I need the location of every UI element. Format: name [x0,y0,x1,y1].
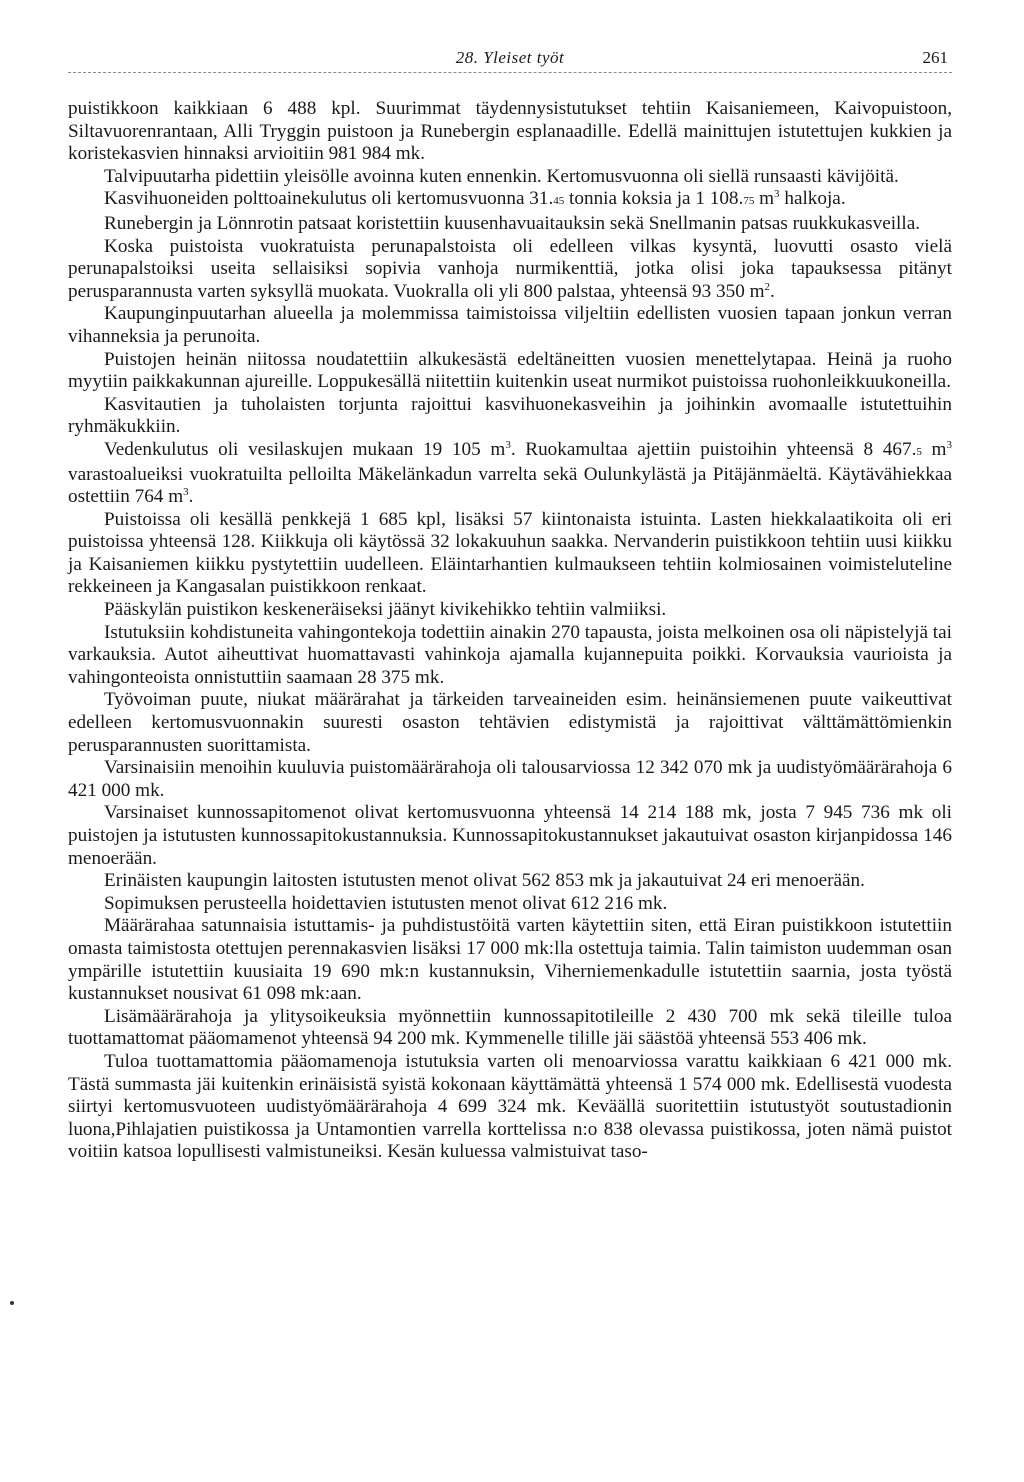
paragraph: Pääskylän puistikon keskeneräiseksi jäänyt kivikehikko tehtiin valmiiksi. [104,599,667,621]
paragraph: Erinäisten kaupungin laitosten istutusten menot olivat 562 853 mk ja jakautuivat 24 eri menoerään. [104,870,865,892]
superscript: 3 [946,438,952,451]
decimal-digits: 45 [553,195,565,208]
text-run: . Ruokamultaa ajettiin puistoihin yhteensä 8 467. [510,438,917,460]
decimal-digits: 75 [743,195,755,208]
paragraph: Puistoissa oli kesällä penkkejä 1 685 kpl, lisäksi 57 kiintonaista istuinta. Lasten hiekkalaatikoita oli eri puistoissa yhteensä 128. Kiikkuja oli käytössä 32 lokakuuhun saakka. Nervanderin puistikkoon tehtiin uusi kiikku ja Kaisaniemen kiikku pystytettiin uudelleen. Eläintarhantien kulmaukseen tehtiin kolmiosainen voimisteluteline rekkeineen ja Kangasalan puistikkoon renkaat. [68,508,952,598]
text-run: varastoalueiksi vuokratuilta pelloilta Mäkelänkadun varrelta sekä Oulunkylästä ja Pitäjänmäeltä. Käytävähiekkaa ostettiin 764 m [68,463,952,508]
paragraph: Työvoiman puute, niukat määrärahat ja tärkeiden tarveaineiden esim. heinänsiemenen puute vaikeuttivat edelleen kertomusvuonnakin suuresti osaston tehtävien edistymistä ja rajoittivat välttämättömienkin perusparannusten suorittamista. [68,689,952,756]
text-run: Kasvihuoneiden polttoainekulutus oli kertomusvuonna 31. [104,188,554,210]
superscript: 3 [505,438,511,451]
text-run: tonnia koksia ja 1 108. [564,188,744,210]
paragraph: Talvipuutarha pidettiin yleisölle avoinna kuten ennenkin. Kertomusvuonna oli siellä runsaasti kävijöitä. [104,165,899,187]
superscript: 3 [183,486,189,499]
body-text [68,98,952,1164]
paragraph: Varsinaisiin menoihin kuuluvia puistomäärärahoja oli talousarviossa 12 342 070 mk ja uudistyömäärärahoja 6 421 000 mk. [68,757,952,801]
paragraph [68,188,952,213]
paragraph: Sopimuksen perusteella hoidettavien istutusten menot olivat 612 216 mk. [104,892,668,914]
page-number: 261 [922,48,948,67]
paragraph: Määrärahaa satunnaisia istuttamis- ja puhdistustöitä varten käytettiin siten, että Eiran puistikkoon istutettiin omasta taimistosta otettujen perennakasvien lisäksi 17 000 mk:lla ostettuja taimia. Talin taimiston uudemman osan ympärille istutettiin kuusiaita 19 690 mk:n kustannuksin, Viherniemenkadulle istutettiin saarnia, josta työstä kustannukset nousivat 61 098 mk:aan. [68,915,952,1005]
text-run: Koska puistoista vuokratuista perunapalstoista oli edelleen vilkas kysyntä, luovutti osasto vielä perunapalstoiksi useita sellaisiksi sopivia vanhoja nurmikenttiä, jotka olisi joka tapauksessa pitänyt perusparannusta varten syksyllä muokata. Vuokralla oli yli 800 palstaa, yhteensä 93 350 m [68,235,952,302]
paragraph [68,236,952,304]
paragraph: Kasvitautien ja tuholaisten torjunta rajoittui kasvihuonekasveihin ja joihinkin avomaalle istutettuihin ryhmäkukkiin. [68,393,952,438]
text-run: . [188,486,194,508]
section-title: 28. Yleiset työt [455,48,565,67]
text-run: . [770,280,775,302]
paragraph: Istutuksiin kohdistuneita vahingontekoja todettiin ainakin 270 tapausta, joista melkoinen osa oli näpistelyjä tai varkauksia. Autot aiheuttivat huomattavasti vahinkoja ajamalla kujannepuita poikki. Korvauksia vaurioista ja vahingonteoista onnistuttiin saamaan 28 375 mk. [68,621,952,688]
superscript: 3 [774,188,780,201]
text-run: Vedenkulutus oli vesilaskujen mukaan 19 105 m [104,438,506,460]
decimal-digits: 5 [916,445,922,458]
paragraph [68,439,952,509]
paragraph: Varsinaiset kunnossapitomenot olivat kertomusvuonna yhteensä 14 214 188 mk, josta 7 945 736 mk oli puistojen ja istutusten kunnossapitokustannuksia. Kunnossapitokustannukset jakautuivat osaston kirjanpidossa 146 menoerään. [68,802,952,869]
running-head [68,40,952,80]
paragraph: Tuloa tuottamattomia pääomamenoja istutuksia varten oli menoarviossa varattu kaikkiaan 6 421 000 mk. Tästä summasta jäi kuitenkin erinäisistä syistä kokonaan käyttämättä yhteensä 1 574 000 mk. Edellisestä vuodesta siirtyi kertomusvuoteen uudistyömäärärahoja 4 699 324 mk. Keväällä suoritettiin istutustyöt soutustadionin luona,Pihlajatien puistikossa ja Untamontien varrella korttelissa n:o 838 olevassa puistikossa, joten nämä puistot voitiin katsoa lopullisesti valmistuneiksi. Kesän kuluessa valmistuivat taso- [68,1050,952,1163]
paragraph: Puistojen heinän niitossa noudatettiin alkukesästä edeltäneitten vuosien menettelytapaa. Heinä ja ruoho myytiin paikkakunnan ajureille. Loppukesällä niitettiin kuitenkin useat nurmikot puistoissa ruohonleikkuukoneilla. [68,348,952,393]
margin-dot [10,1301,14,1305]
paragraph: Runebergin ja Lönnrotin patsaat koristettiin kuusenhavuaitauksin sekä Snellmanin patsas ruukkukasveilla. [104,212,921,234]
text-run: m [921,438,947,460]
paragraph: Lisämäärärahoja ja ylitysoikeuksia myönnettiin kunnossapitotileille 2 430 700 mk sekä tileille tuloa tuottamattomat pääomamenot yhteensä 94 200 mk. Kymmenelle tilille jäi säästöä yhteensä 553 406 mk. [68,1005,952,1050]
document-page [68,40,952,1164]
header-rule [68,72,952,73]
text-run: m [754,188,775,210]
paragraph: Kaupunginpuutarhan alueella ja molemmissa taimistoissa viljeltiin edellisten vuosien tapaan jonkun verran vihanneksia ja perunoita. [68,303,952,347]
paragraph: puistikkoon kaikkiaan 6 488 kpl. Suurimmat täydennysistutukset tehtiin Kaisaniemeen, Kaivopuistoon, Siltavuorenrantaan, Alli Tryggin puistoon ja Runebergin esplanaadille. Edellä mainittujen istutettujen kukkien ja koristekasvien hinnaksi arvioitiin 981 984 mk. [68,98,952,165]
text-run: halkoja. [779,188,846,210]
superscript: 2 [764,280,771,293]
